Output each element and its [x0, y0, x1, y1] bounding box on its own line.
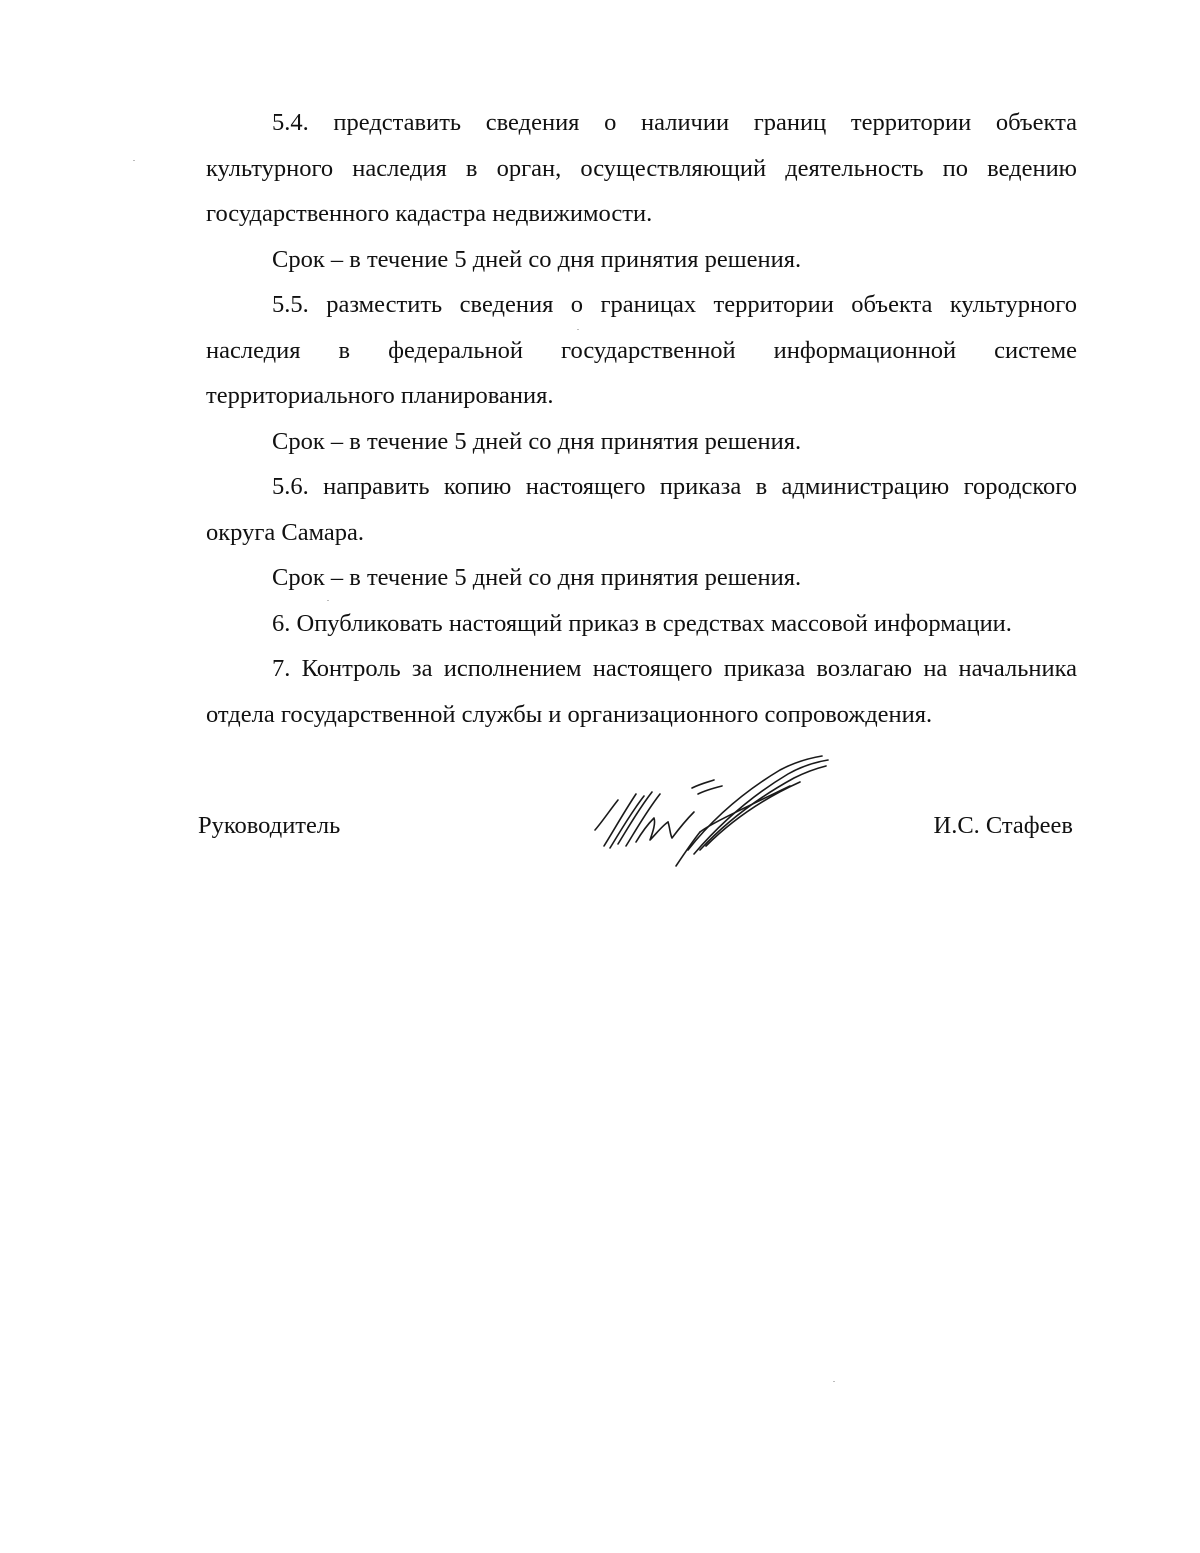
signatory-role: Руководитель — [198, 812, 341, 839]
deadline-5-5: Срок – в течение 5 дней со дня принятия решения. — [272, 427, 802, 455]
paragraph-5-6: 5.6. направить копию настоящего приказа в администрацию городского округа Самара. — [206, 473, 1077, 546]
scan-speck — [833, 1381, 835, 1382]
deadline-5-6: Срок – в течение 5 дней со дня принятия решения. — [272, 564, 802, 591]
paragraph-6: 6. Опубликовать настоящий приказ в средствах массовой информации. — [272, 609, 1012, 637]
paragraph-5-5: 5.5. разместить сведения о границах территории объекта культурного наследия в федеральной государственной информационной системе территориального планирования. — [206, 291, 1077, 409]
deadline-5-4: Срок – в течение 5 дней со дня принятия решения. — [272, 245, 802, 273]
signatory-name: И.С. Стафеев — [933, 812, 1073, 839]
paragraph-7: 7. Контроль за исполнением настоящего приказа возлагаю на начальника отдела государственной службы и организационного сопровождения. — [206, 655, 1077, 728]
handwritten-signature — [590, 750, 835, 868]
document-body — [206, 100, 1077, 737]
paragraph-5-4: 5.4. представить сведения о наличии границ территории объекта культурного наследия в орган, осуществляющий деятельность по ведению государственного кадастра недвижимости. — [206, 109, 1077, 227]
scan-speck — [133, 160, 135, 161]
